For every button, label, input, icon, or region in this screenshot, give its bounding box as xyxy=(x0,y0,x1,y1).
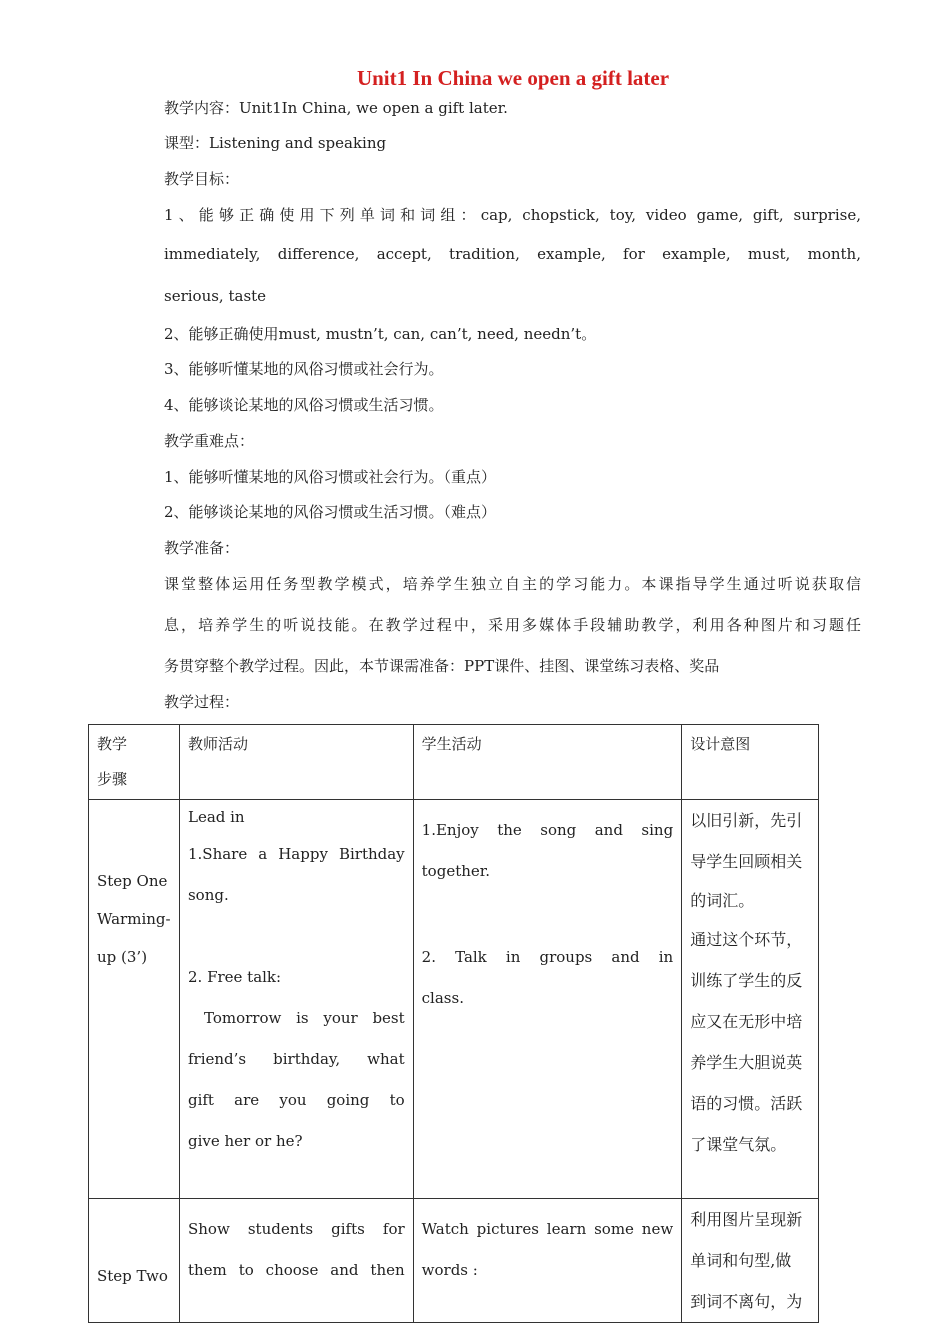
document-title: Unit1 In China we open a gift later xyxy=(356,66,670,90)
key-point-1: 1、能够听懂某地的风俗习惯或社会行为。（重点） xyxy=(164,468,497,486)
table-header-row xyxy=(89,725,819,800)
teacher-activity-cell-2: Show students gifts for them to choose and then xyxy=(179,1199,413,1323)
step-two-cell: Step Two xyxy=(89,1199,180,1323)
goal-1-line-3: serious, taste xyxy=(164,287,267,305)
process-table xyxy=(88,724,819,1323)
goals-heading: 教学目标： xyxy=(164,170,240,188)
prep-heading: 教学准备： xyxy=(164,539,240,557)
goal-1-line-1: 1、能够正确使用下列单词和词组：cap, chopstick, toy, video game, gift, surprise, xyxy=(164,206,861,224)
type-line: 课型：Listening and speaking xyxy=(164,134,387,152)
header-student: 学生活动 xyxy=(413,725,682,800)
teacher-activity-cell: Lead in 1.Share a Happy Birthday song. 2. Free talk: Tomorrow is your best friend’s birthday, what gift are you going to give her or he? xyxy=(179,800,413,1199)
goal-3: 3、能够听懂某地的风俗习惯或社会行为。 xyxy=(164,360,444,378)
design-intent-cell-2: 利用图片呈现新 单词和句型,做 到词不离句，为 xyxy=(682,1199,819,1323)
header-step: 教学 步骤 xyxy=(89,725,180,800)
design-intent-cell: 以旧引新，先引 导学生回顾相关 的词汇。 通过这个环节， 训练了学生的反 应又在无形中培 养学生大胆说英 语的习惯。活跃 了课堂气氛。 xyxy=(682,800,819,1199)
goal-4: 4、能够谈论某地的风俗习惯或生活习惯。 xyxy=(164,396,444,414)
process-heading: 教学过程： xyxy=(164,693,240,711)
goal-2: 2、能够正确使用must, mustn’t, can, can’t, need, needn’t。 xyxy=(164,325,597,343)
key-point-2: 2、能够谈论某地的风俗习惯或生活习惯。（难点） xyxy=(164,503,497,521)
content-line: 教学内容：Unit1In China, we open a gift later. xyxy=(164,99,508,117)
prep-line-2: 息，培养学生的听说技能。在教学过程中，采用多媒体手段辅助教学，利用各种图片和习题任 xyxy=(164,616,861,634)
header-design: 设计意图 xyxy=(682,725,819,800)
table-row xyxy=(89,1199,819,1323)
student-activity-cell-2: Watch pictures learn some new words : xyxy=(413,1199,682,1323)
key-heading: 教学重难点： xyxy=(164,432,255,450)
step-one-cell: Step One Warming- up (3’) xyxy=(89,800,180,1199)
prep-line-3: 务贯穿整个教学过程。因此，本节课需准备：PPT课件、挂图、课堂练习表格、奖品 xyxy=(164,657,720,675)
goal-1-line-2: immediately, difference, accept, tradition, example, for example, must, month, xyxy=(164,245,861,263)
header-teacher: 教师活动 xyxy=(179,725,413,800)
prep-line-1: 课堂整体运用任务型教学模式，培养学生独立自主的学习能力。本课指导学生通过听说获取信 xyxy=(164,575,861,593)
student-activity-cell: 1.Enjoy the song and sing together. 2. Talk in groups and in class. xyxy=(413,800,682,1199)
table-row xyxy=(89,800,819,1199)
